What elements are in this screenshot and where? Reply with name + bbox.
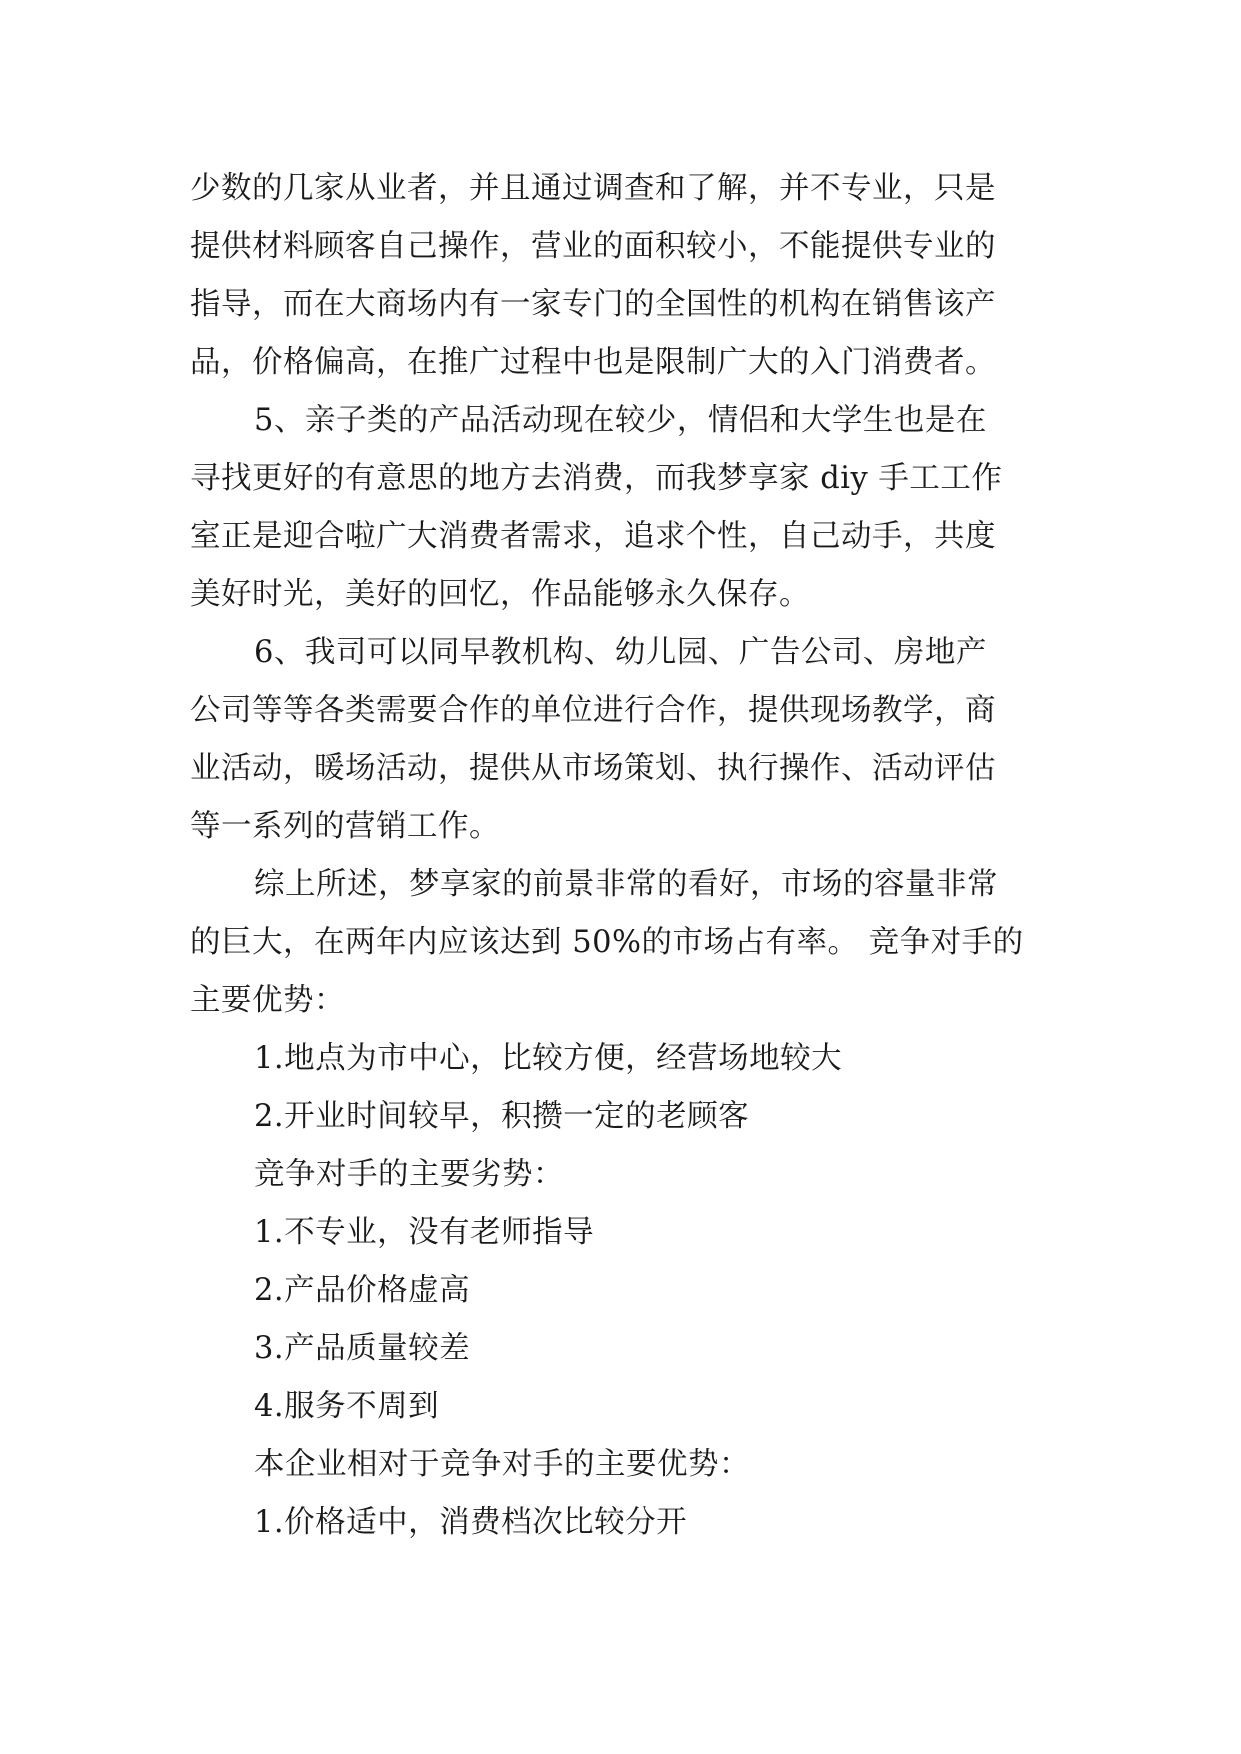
text-line: 的巨大，在两年内应该达到 50%的市场占有率。 竞争对手的 — [190, 925, 1024, 960]
section-heading: 竞争对手的主要劣势： — [254, 1157, 564, 1192]
list-item: 2.产品价格虚高 — [254, 1273, 471, 1308]
text-line: 主要优势： — [190, 983, 345, 1018]
text-line: 提供材料顾客自己操作，营业的面积较小，不能提供专业的 — [190, 229, 996, 264]
list-item: 1.不专业，没有老师指导 — [254, 1215, 595, 1250]
list-item: 2.开业时间较早，积攒一定的老顾客 — [254, 1099, 750, 1134]
text-line: 业活动，暖场活动，提供从市场策划、执行操作、活动评估 — [190, 751, 996, 786]
list-item: 3.产品质量较差 — [254, 1331, 471, 1366]
list-item: 1.价格适中，消费档次比较分开 — [254, 1505, 688, 1540]
section-heading: 本企业相对于竞争对手的主要优势： — [254, 1447, 750, 1482]
text-line: 品，价格偏高，在推广过程中也是限制广大的入门消费者。 — [190, 345, 996, 380]
text-line: 美好时光，美好的回忆，作品能够永久保存。 — [190, 577, 810, 612]
text-line: 寻找更好的有意思的地方去消费，而我梦享家 diy 手工工作 — [190, 461, 1003, 496]
text-line: 指导，而在大商场内有一家专门的全国性的机构在销售该产 — [190, 287, 996, 322]
list-item: 4.服务不周到 — [254, 1389, 440, 1424]
paragraph-start-line: 综上所述，梦享家的前景非常的看好，市场的容量非常 — [254, 867, 998, 902]
text-line: 等一系列的营销工作。 — [190, 809, 500, 844]
text-line: 公司等等各类需要合作的单位进行合作，提供现场教学，商 — [190, 693, 996, 728]
paragraph-start-line: 6、我司可以同早教机构、幼儿园、广告公司、房地产 — [254, 635, 987, 670]
document-body — [190, 160, 1050, 1552]
text-line: 少数的几家从业者，并且通过调查和了解，并不专业，只是 — [190, 171, 996, 206]
text-line: 室正是迎合啦广大消费者需求，追求个性，自己动手，共度 — [190, 519, 996, 554]
list-item: 1.地点为市中心，比较方便，经营场地较大 — [254, 1041, 843, 1076]
paragraph-start-line: 5、亲子类的产品活动现在较少，情侣和大学生也是在 — [254, 403, 987, 438]
